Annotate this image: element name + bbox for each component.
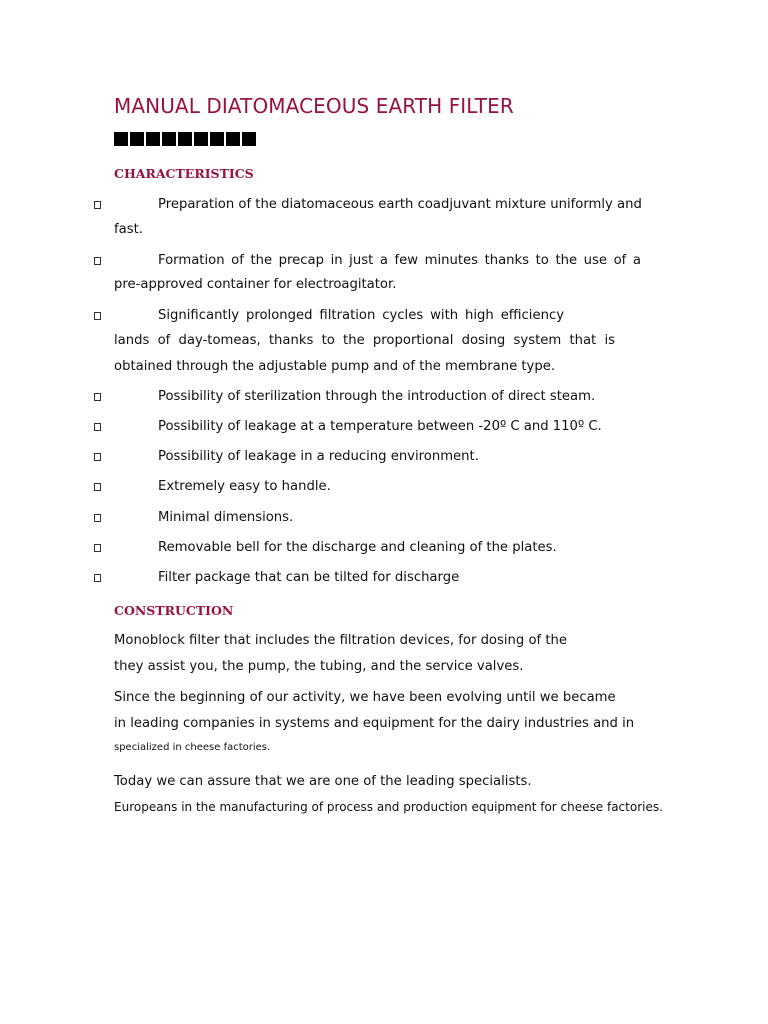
bullet-icon — [94, 423, 101, 431]
paragraph-line: Today we can assure that we are one of the leading specialists. — [114, 774, 532, 789]
list-item-line: Significantly prolonged filtration cycles with high efficiency — [158, 308, 564, 323]
list-item-line: Minimal dimensions. — [158, 510, 294, 525]
paragraph-line: specialized in cheese factories. — [114, 742, 271, 753]
construction-heading: CONSTRUCTION — [114, 603, 234, 618]
list-item-line: Possibility of leakage at a temperature between -20º C and 110º C. — [158, 419, 602, 434]
paragraph-line: in leading companies in systems and equipment for the dairy industries and in — [114, 716, 635, 731]
bullet-icon — [94, 483, 101, 491]
paragraph-line: Since the beginning of our activity, we have been evolving until we became — [114, 690, 616, 705]
square-icon — [146, 132, 160, 146]
paragraph-line: they assist you, the pump, the tubing, and the service valves. — [114, 659, 524, 674]
list-item-line: obtained through the adjustable pump and of the membrane type. — [114, 359, 556, 374]
square-icon — [162, 132, 176, 146]
bullet-icon — [94, 514, 101, 522]
list-item-line: Possibility of leakage in a reducing environment. — [158, 449, 479, 464]
list-item-line: Formation of the precap in just a few minutes thanks to the use of a — [158, 253, 641, 268]
bullet-icon — [94, 201, 101, 209]
square-icon — [130, 132, 144, 146]
bullet-icon — [94, 257, 101, 265]
bullet-icon — [94, 393, 101, 401]
square-icon — [226, 132, 240, 146]
paragraph-line: Europeans in the manufacturing of process and production equipment for cheese factories. — [114, 800, 663, 814]
paragraph-line: Monoblock filter that includes the filtration devices, for dosing of the — [114, 633, 568, 648]
list-item-line: fast. — [114, 222, 143, 237]
list-item-line: Extremely easy to handle. — [158, 479, 331, 494]
decorative-squares — [114, 132, 256, 146]
document-title: MANUAL DIATOMACEOUS EARTH FILTER — [114, 94, 514, 118]
square-icon — [178, 132, 192, 146]
list-item-line: Preparation of the diatomaceous earth coadjuvant mixture uniformly and — [158, 197, 642, 212]
bullet-icon — [94, 574, 101, 582]
bullet-icon — [94, 544, 101, 552]
list-item-line: Filter package that can be tilted for discharge — [158, 570, 460, 585]
list-item-line: Possibility of sterilization through the introduction of direct steam. — [158, 389, 596, 404]
list-item-line: lands of day-tomeas, thanks to the proportional dosing system that is — [114, 333, 615, 348]
square-icon — [242, 132, 256, 146]
list-item-line: Removable bell for the discharge and cleaning of the plates. — [158, 540, 557, 555]
list-item-line: pre-approved container for electroagitator. — [114, 277, 397, 292]
bullet-icon — [94, 453, 101, 461]
bullet-icon — [94, 312, 101, 320]
square-icon — [194, 132, 208, 146]
square-icon — [210, 132, 224, 146]
square-icon — [114, 132, 128, 146]
characteristics-heading: CHARACTERISTICS — [114, 166, 254, 181]
